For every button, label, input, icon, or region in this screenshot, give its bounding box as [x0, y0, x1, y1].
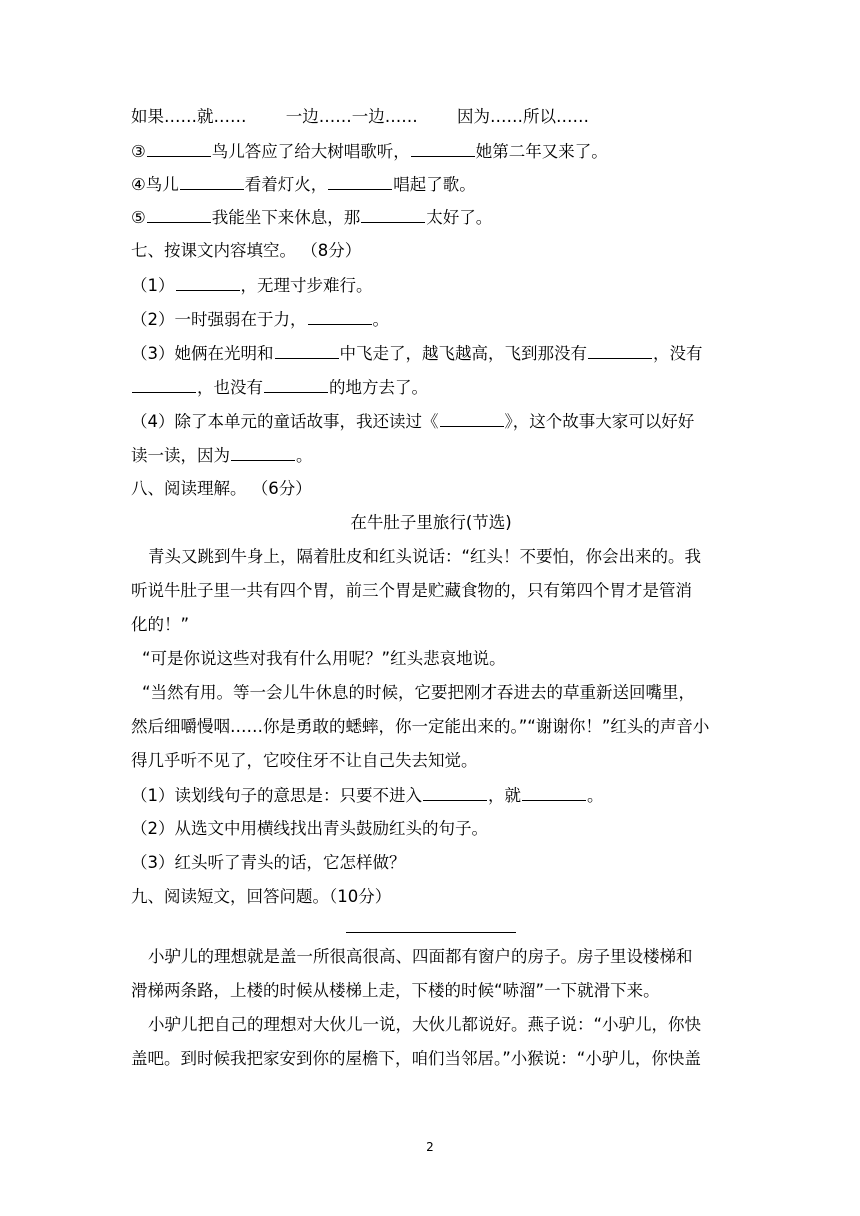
q8-sub-2: （2）从选文中用横线找出青头鼓励红头的句子。 — [131, 819, 488, 838]
passage-p3-line1: “当然有用。等一会儿牛休息的时候，它要把刚才吞进去的草重新送回嘴里， — [142, 683, 696, 702]
q6-item-4: ④鸟儿 看着灯火， 唱起了歌。 — [131, 175, 476, 194]
blank[interactable] — [132, 376, 196, 393]
blank[interactable] — [440, 410, 504, 427]
story-p2-line2: 盖吧。到时候我把家安到你的屋檐下，咱们当邻居。”小猴说：“小驴儿，你快盖 — [131, 1049, 701, 1068]
blank[interactable] — [522, 784, 586, 801]
blank[interactable] — [423, 784, 487, 801]
blank[interactable] — [180, 173, 244, 190]
passage-p1-line1: 青头又跳到牛身上，隔着肚皮和红头说话：“红头！不要怕，你会出来的。我 — [148, 547, 702, 566]
q8-sub-3: （3）红头听了青头的话，它怎样做？ — [131, 853, 406, 872]
passage-p3-line2: 然后细嚼慢咽……你是勇敢的蟋蟀，你一定能出来的。”“谢谢你！”红头的声音小 — [131, 717, 710, 736]
page-number: 2 — [426, 1140, 434, 1154]
connector-1: 如果……就…… — [131, 107, 247, 126]
q7-line-3a: （3）她俩在光明和 中飞走了，越飞越高，飞到那没有 ，没有 — [131, 344, 703, 363]
story-p1-line2: 滑梯两条路，上楼的时候从楼梯上走，下楼的时候“哧溜”一下就滑下来。 — [131, 981, 660, 1000]
passage-title: 在牛肚子里旅行(节选) — [350, 513, 512, 532]
story-p1-line1: 小驴儿的理想就是盖一所很高很高、四面都有窗户的房子。房子里设楼梯和 — [148, 947, 693, 966]
blank[interactable] — [264, 376, 328, 393]
q9-heading: 九、阅读短文，回答问题。（10分） — [131, 887, 392, 906]
connector-options — [131, 106, 589, 128]
story-p2-line1: 小驴儿把自己的理想对大伙儿一说，大伙儿都说好。燕子说：“小驴儿，你快 — [148, 1015, 702, 1034]
passage-p1-line3: 化的！” — [131, 615, 190, 634]
q8-sub-1: （1）读划线句子的意思是：只要不进入 ，就 。 — [131, 786, 604, 805]
title-blank[interactable] — [346, 932, 516, 933]
passage-p2: “可是你说这些对我有什么用呢？”红头悲哀地说。 — [142, 649, 506, 668]
q7-line-4b: 读一读，因为 。 — [131, 446, 313, 465]
connector-2: 一边……一边…… — [285, 107, 418, 126]
q7-heading: 七、按课文内容填空。 （8分） — [131, 241, 362, 260]
q7-line-3b: ，也没有 的地方去了。 — [131, 376, 428, 399]
blank[interactable] — [231, 444, 295, 461]
blank[interactable] — [588, 342, 652, 359]
q7-line-1: （1） ，无理寸步难行。 — [131, 276, 373, 295]
blank[interactable] — [176, 274, 240, 291]
blank[interactable] — [275, 342, 339, 359]
passage-p3-line3: 得几乎听不见了，它咬住牙不让自己失去知觉。 — [131, 751, 478, 770]
passage-p1-line2: 听说牛肚子里一共有四个胃，前三个胃是贮藏食物的，只有第四个胃才是管消 — [131, 581, 692, 600]
q8-heading: 八、阅读理解。 （6分） — [131, 479, 312, 498]
blank[interactable] — [147, 206, 211, 223]
blank[interactable] — [361, 206, 425, 223]
blank[interactable] — [147, 140, 211, 157]
blank[interactable] — [328, 173, 392, 190]
q7-line-2: （2）一时强弱在于力， 。 — [131, 310, 389, 329]
q7-line-4a: （4）除了本单元的童话故事，我还读过《 》，这个故事大家可以好好 — [131, 412, 695, 431]
q6-item-3: ③ 鸟儿答应了给大树唱歌听， 她第二年又来了。 — [131, 142, 608, 161]
blank[interactable] — [411, 140, 475, 157]
blank[interactable] — [308, 308, 372, 325]
connector-3: 因为……所以…… — [457, 107, 589, 126]
q6-item-5: ⑤ 我能坐下来休息，那 太好了。 — [131, 208, 493, 227]
